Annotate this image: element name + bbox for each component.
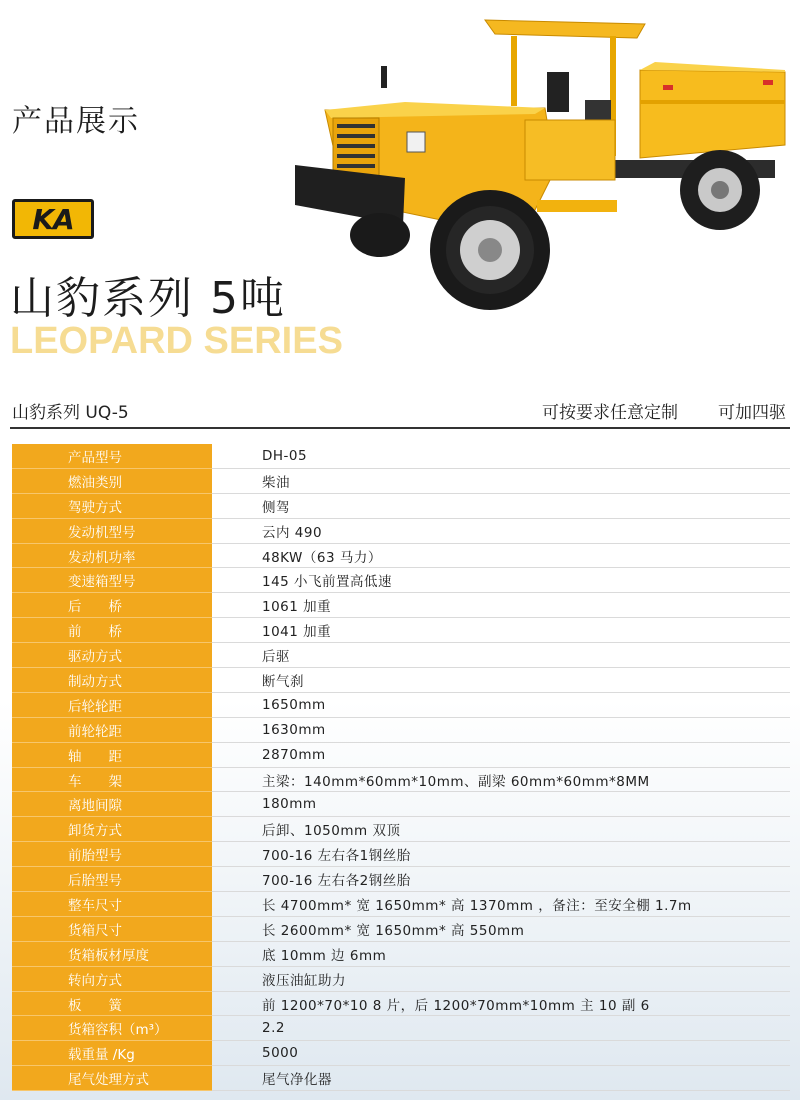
spec-label: 离地间隙: [12, 792, 212, 817]
spec-row: [12, 519, 790, 544]
spec-label: 货箱板材厚度: [12, 942, 212, 967]
spec-row: [12, 942, 790, 967]
spec-value: 5000: [212, 1041, 790, 1066]
spec-value: 2870mm: [212, 743, 790, 768]
spec-label: 产品型号: [12, 444, 212, 469]
spec-label: 车 架: [12, 768, 212, 793]
spec-label: 后轮轮距: [12, 693, 212, 718]
spec-row: [12, 444, 790, 469]
spec-label: 尾气处理方式: [12, 1066, 212, 1091]
spec-label: 后胎型号: [12, 867, 212, 892]
spec-value: 侧驾: [212, 494, 790, 519]
spec-label: 货箱尺寸: [12, 917, 212, 942]
spec-row: [12, 1041, 790, 1066]
spec-row: [12, 568, 790, 593]
spec-value: 1650mm: [212, 693, 790, 718]
spec-label: 卸货方式: [12, 817, 212, 842]
spec-row: [12, 967, 790, 992]
spec-row: [12, 842, 790, 867]
spec-label: 驱动方式: [12, 643, 212, 668]
spec-value: 后驱: [212, 643, 790, 668]
spec-value: 尾气净化器: [212, 1066, 790, 1091]
spec-row: [12, 867, 790, 892]
spec-row: [12, 469, 790, 494]
spec-row: [12, 892, 790, 917]
spec-value: DH-05: [212, 444, 790, 469]
spec-value: 1630mm: [212, 718, 790, 743]
spec-row: [12, 817, 790, 842]
spec-label: 整车尺寸: [12, 892, 212, 917]
spec-row: [12, 593, 790, 618]
feature-4wd: 可加四驱: [718, 403, 786, 423]
spec-label: 前胎型号: [12, 842, 212, 867]
spec-value: 1061 加重: [212, 593, 790, 618]
spec-label: 轴 距: [12, 743, 212, 768]
series-title: 山豹系列 5吨: [10, 273, 286, 324]
brand-logo: [12, 199, 94, 239]
spec-row: [12, 768, 790, 793]
spec-value: 长 4700mm* 宽 1650mm* 高 1370mm ，备注：至安全棚 1.7m: [212, 892, 790, 917]
spec-value: 后卸、1050mm 双顶: [212, 817, 790, 842]
logo-text: KA: [32, 202, 74, 236]
spec-row: [12, 544, 790, 569]
spec-label: 板 簧: [12, 992, 212, 1017]
spec-value: 2.2: [212, 1016, 790, 1041]
spec-row: [12, 668, 790, 693]
model-bar: [10, 398, 790, 422]
spec-value: 柴油: [212, 469, 790, 494]
spec-value: 180mm: [212, 792, 790, 817]
spec-value: 长 2600mm* 宽 1650mm* 高 550mm: [212, 917, 790, 942]
spec-label: 燃油类别: [12, 469, 212, 494]
spec-label: 驾驶方式: [12, 494, 212, 519]
spec-table: [12, 444, 790, 1091]
spec-row: [12, 917, 790, 942]
spec-label: 载重量 /Kg: [12, 1041, 212, 1066]
spec-label: 制动方式: [12, 668, 212, 693]
spec-label: 发动机功率: [12, 544, 212, 569]
spec-row: [12, 1066, 790, 1091]
spec-value: 700-16 左右各2钢丝胎: [212, 867, 790, 892]
spec-row: [12, 992, 790, 1017]
spec-label: 后 桥: [12, 593, 212, 618]
spec-row: [12, 618, 790, 643]
spec-value: 断气刹: [212, 668, 790, 693]
spec-label: 货箱容积（m³）: [12, 1016, 212, 1041]
spec-row: [12, 718, 790, 743]
spec-row: [12, 494, 790, 519]
series-subtitle: LEOPARD SERIES: [10, 320, 343, 362]
spec-value: 主梁：140mm*60mm*10mm、副梁 60mm*60mm*8MM: [212, 768, 790, 793]
spec-value: 云内 490: [212, 519, 790, 544]
spec-row: [12, 643, 790, 668]
spec-value: 48KW（63 马力）: [212, 544, 790, 569]
spec-value: 液压油缸助力: [212, 967, 790, 992]
spec-row: [12, 792, 790, 817]
spec-label: 前轮轮距: [12, 718, 212, 743]
spec-label: 前 桥: [12, 618, 212, 643]
spec-row: [12, 1016, 790, 1041]
spec-value: 底 10mm 边 6mm: [212, 942, 790, 967]
page-heading: 产品展示: [12, 104, 140, 139]
truck-image: [285, 10, 795, 315]
spec-value: 145 小飞前置高低速: [212, 568, 790, 593]
feature-custom: 可按要求任意定制: [542, 403, 678, 423]
spec-value: 1041 加重: [212, 618, 790, 643]
spec-label: 变速箱型号: [12, 568, 212, 593]
spec-label: 发动机型号: [12, 519, 212, 544]
divider: [10, 427, 790, 429]
spec-label: 转向方式: [12, 967, 212, 992]
spec-value: 700-16 左右各1钢丝胎: [212, 842, 790, 867]
spec-row: [12, 693, 790, 718]
model-name: 山豹系列 UQ-5: [12, 403, 129, 423]
spec-row: [12, 743, 790, 768]
spec-value: 前 1200*70*10 8 片，后 1200*70mm*10mm 主 10 副 6: [212, 992, 790, 1017]
